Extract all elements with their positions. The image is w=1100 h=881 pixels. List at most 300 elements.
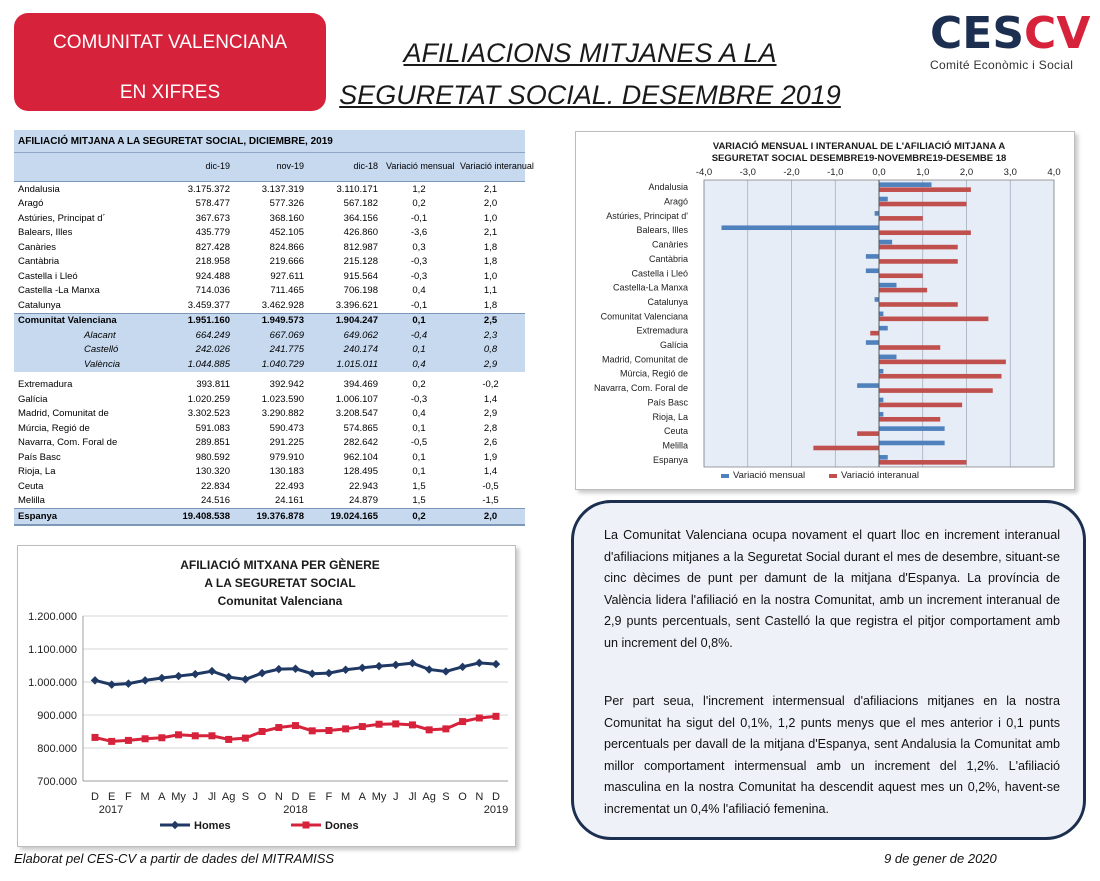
table-caption: AFILIACIÓ MITJANA A LA SEGURETAT SOCIAL, DICIEMBRE, 2019 [14, 130, 525, 153]
table-cell: 577.326 [269, 198, 304, 210]
table-cell: 711.465 [270, 285, 304, 297]
table-cell: 664.249 [142, 328, 234, 343]
table-cell: 2,3 [456, 328, 525, 343]
legend-label-interanual: Variació interanual [841, 470, 919, 481]
table-cell: 0,1 [382, 343, 456, 358]
x-tick-label: -4,0 [695, 167, 713, 178]
bar-mensual [866, 340, 879, 345]
x-tick-label: My [171, 791, 186, 803]
bar-mensual [879, 441, 945, 446]
bar-interanual [879, 403, 962, 408]
y-tick-label: 800.000 [37, 743, 77, 755]
category-label: Espanya [652, 454, 688, 465]
point-dones [409, 721, 416, 728]
badge-line-1: COMUNITAT VALENCIANA [52, 32, 287, 53]
region-name: Rioja, La [18, 466, 56, 478]
table-cell: -0,3 [410, 393, 428, 405]
table-cell: 915.564 [343, 270, 378, 282]
category-label: Castella-La Manxa [612, 282, 688, 293]
point-dones [192, 732, 199, 739]
table-cell: -0,1 [410, 299, 428, 311]
table-cell: 218.958 [195, 256, 230, 268]
point-dones [493, 713, 500, 720]
table-row [14, 421, 525, 436]
x-tick-label: O [458, 791, 467, 803]
point-homes [458, 663, 466, 671]
table-cell: 1.949.573 [234, 313, 308, 328]
region-name: Andalusia [18, 183, 60, 195]
bar-interanual [870, 331, 879, 336]
table-cell: 924.488 [195, 270, 230, 282]
point-dones [242, 735, 249, 742]
table-cell: 1,5 [412, 480, 426, 492]
bar-interanual [879, 245, 958, 250]
table-header-cell: nov-19 [234, 153, 308, 182]
table-cell: 574.865 [343, 422, 378, 434]
table-cell: 452.105 [269, 227, 304, 239]
category-label: Múrcia, Regió de [619, 368, 688, 379]
table-cell: 1,8 [483, 256, 498, 268]
chart-title-line: A LA SEGURETAT SOCIAL [204, 576, 356, 590]
bar-interanual [879, 187, 971, 192]
bar-mensual [857, 383, 879, 388]
table-header-cell: dic-18 [308, 153, 382, 182]
bar-interanual [879, 259, 958, 264]
x-tick-label: A [358, 791, 367, 803]
y-tick-label: 1.200.000 [28, 611, 77, 623]
table-row [14, 357, 525, 372]
table-cell: 130.320 [195, 466, 230, 478]
table-cell: -3,6 [410, 227, 428, 239]
table-cell: 3.110.171 [336, 183, 378, 195]
bar-mensual [879, 283, 897, 288]
x-tick-label: S [241, 791, 250, 803]
table-cell: 1.015.011 [308, 357, 382, 372]
x-tick-label: Jl [207, 791, 216, 803]
table-cell: 667.069 [234, 328, 308, 343]
y-tick-label: 900.000 [37, 710, 77, 722]
region-name: Ceuta [18, 480, 44, 492]
category-label: Melilla [662, 440, 688, 451]
table-cell: 19.024.165 [308, 509, 382, 525]
table-cell: -0,3 [410, 256, 428, 268]
table-cell: -1,5 [482, 495, 499, 507]
table-cell: 215.128 [343, 256, 378, 268]
x-tick-label: 0,0 [872, 167, 886, 178]
x-tick-label: Ag [221, 791, 236, 803]
table-cell: 1,1 [483, 285, 498, 297]
point-homes [275, 665, 283, 673]
x-tick-label: -1,0 [827, 167, 844, 178]
table-cell: 367.673 [195, 212, 230, 224]
year-label: 2018 [283, 804, 308, 816]
table-cell: 128.495 [343, 466, 378, 478]
point-dones [292, 722, 299, 729]
ces-cv-logo [930, 8, 1091, 87]
table-row [14, 197, 525, 212]
category-label: Castella i Lleó [631, 268, 688, 279]
table-cell: 1,9 [483, 451, 498, 463]
table-cell: 2,1 [483, 183, 498, 195]
region-name: Catalunya [18, 299, 61, 311]
point-homes [358, 664, 366, 672]
table-cell: 2,9 [456, 357, 525, 372]
table-header-cell: dic-19 [142, 153, 234, 182]
bar-interanual [879, 273, 923, 278]
x-tick-label: 1,0 [916, 167, 930, 178]
region-name: Comunitat Valenciana [14, 313, 142, 328]
region-name: Astúries, Principat d´ [18, 212, 106, 224]
table-cell: 0,2 [412, 379, 426, 391]
point-dones [275, 724, 282, 731]
table-cell: 2,5 [456, 313, 525, 328]
region-name: Balears, Illes [18, 227, 73, 239]
x-tick-label: D [492, 791, 500, 803]
table-cell: 242.026 [142, 343, 234, 358]
region-name: Espanya [14, 509, 142, 525]
table-cell: -0,2 [482, 379, 499, 391]
table-cell: 1.020.259 [187, 393, 230, 405]
table-cell: 24.879 [348, 495, 378, 507]
x-tick-label: M [140, 791, 150, 803]
category-label: Comunitat Valenciana [600, 311, 688, 322]
category-label: Balears, Illes [636, 225, 688, 236]
table-cell: 0,1 [382, 313, 456, 328]
table-cell: -0,5 [482, 480, 499, 492]
table-cell: 2,1 [483, 227, 498, 239]
category-label: Canàries [651, 239, 688, 250]
table-row [14, 284, 525, 299]
table-cell: -0,1 [410, 212, 428, 224]
table-cell: 1,4 [483, 393, 498, 405]
table-cell: 980.592 [195, 451, 230, 463]
table-cell: 714.036 [195, 285, 230, 297]
region-name: Castella -La Manxa [18, 285, 100, 297]
table-cell: 1.044.885 [142, 357, 234, 372]
category-label: Madrid, Comunitat de [601, 354, 688, 365]
table-cell: 927.611 [270, 270, 304, 282]
table-row [14, 407, 525, 422]
table-cell: 0,4 [382, 357, 456, 372]
point-dones [158, 734, 165, 741]
x-tick-label: D [91, 791, 99, 803]
bar-mensual [722, 225, 880, 230]
point-homes [475, 659, 483, 667]
region-name: Cantàbria [18, 256, 60, 268]
x-tick-label: M [341, 791, 351, 803]
table-cell: 22.834 [200, 480, 230, 492]
table-cell: 1.023.590 [261, 393, 304, 405]
point-dones [259, 728, 266, 735]
region-name: Melilla [18, 495, 45, 507]
table-row [14, 465, 525, 480]
bar-interanual [879, 345, 940, 350]
table-cell: 827.428 [195, 241, 230, 253]
gender-affiliation-chart [17, 545, 516, 847]
bar-mensual [879, 355, 897, 360]
point-dones [426, 726, 433, 733]
point-homes [174, 672, 182, 680]
bar-interanual [813, 446, 879, 451]
bar-interanual [879, 360, 1006, 365]
point-homes [425, 665, 433, 673]
point-dones [125, 737, 132, 744]
badge-line-2: EN XIFRES [119, 82, 221, 103]
table-cell: 435.779 [195, 227, 230, 239]
x-tick-label: N [475, 791, 484, 803]
table-cell: 241.775 [234, 343, 308, 358]
table-cell: 1,2 [412, 183, 426, 195]
table-cell: 2,6 [483, 437, 498, 449]
region-badge [14, 13, 326, 111]
point-dones [142, 735, 149, 742]
bar-mensual [879, 455, 888, 460]
point-homes [224, 673, 232, 681]
x-tick-label: D [291, 791, 300, 803]
table-header-cell: Variació mensual [382, 153, 456, 182]
point-homes [291, 665, 299, 673]
x-tick-label: J [393, 791, 399, 803]
legend-marker-homes [171, 821, 179, 829]
point-dones [442, 725, 449, 732]
category-label: Catalunya [647, 296, 688, 307]
table-row [14, 479, 525, 494]
x-tick-label: J [192, 791, 198, 803]
table-cell: 0,3 [412, 241, 426, 253]
bar-mensual [879, 426, 945, 431]
bar-mensual [879, 240, 892, 245]
point-homes [191, 670, 199, 678]
x-tick-label: 3,0 [1003, 167, 1017, 178]
table-cell: 22.943 [348, 480, 378, 492]
table-cell: 368.160 [269, 212, 304, 224]
table-cell: 1,5 [412, 495, 426, 507]
bar-interanual [879, 230, 971, 235]
year-label: 2019 [483, 804, 509, 816]
table-cell: 0,2 [382, 509, 456, 525]
table-cell: 2,0 [456, 509, 525, 525]
table-row [14, 255, 525, 270]
table-cell: 3.290.882 [261, 408, 304, 420]
table-cell: 2,8 [483, 422, 498, 434]
table-cell: 3.137.319 [261, 183, 304, 195]
table-cell: 392.942 [269, 379, 304, 391]
table-cell: 0,4 [412, 408, 426, 420]
table-cell: 1.904.247 [308, 313, 382, 328]
table-header-row [14, 153, 525, 182]
bar-mensual [875, 297, 879, 302]
table-cell: 426.860 [343, 227, 378, 239]
point-dones [92, 734, 99, 741]
category-label: Ceuta [663, 426, 688, 437]
category-label: Andalusia [648, 182, 688, 193]
x-tick-label: N [274, 791, 283, 803]
table-cell: 1,0 [483, 212, 498, 224]
table-cell: 1.040.729 [234, 357, 308, 372]
region-name: Canàries [18, 241, 57, 253]
point-homes [408, 659, 416, 667]
table-cell: 1.951.160 [142, 313, 234, 328]
commentary-paragraph-1: La Comunitat Valenciana ocupa novament el quart lloc en increment interanual d'afiliacions mitjanes a la Seguretat Social durant el mes de desembre, situant-se cinc dècimes de punt per damunt de la mitjana d'Espanya. La província de València lidera l'afiliació en la nostra Comunitat, amb un increment interanual de 2,9 punts percentuals, sent Castelló la que registra el pitjor comportament amb un increment del 0,8%. [604, 528, 1060, 650]
bar-mensual [866, 268, 879, 273]
table-row [14, 509, 525, 525]
region-name: València [14, 357, 142, 372]
bar-interanual [879, 288, 927, 293]
table-cell: 22.493 [274, 480, 304, 492]
region-name: Aragó [18, 198, 44, 210]
table-cell: 706.198 [343, 285, 378, 297]
point-dones [208, 732, 215, 739]
point-dones [309, 727, 316, 734]
point-homes [158, 674, 166, 682]
bar-mensual [879, 182, 932, 187]
x-tick-label: My [371, 791, 387, 803]
table-cell: -0,4 [382, 328, 456, 343]
table-cell: 3.459.377 [187, 299, 230, 311]
x-tick-label: S [442, 791, 450, 803]
table-row [14, 313, 525, 328]
region-name: Extremadura [18, 379, 73, 391]
source-note: Elaborat pel CES-CV a partir de dades del MITRAMISS [14, 851, 335, 866]
region-name: Castella i Lleó [18, 270, 78, 282]
bar-mensual [879, 398, 883, 403]
table-cell: 393.811 [196, 379, 230, 391]
point-dones [476, 714, 483, 721]
table-cell: 2,0 [483, 198, 498, 210]
point-homes [375, 662, 383, 670]
point-homes [124, 679, 132, 687]
category-label: Rioja, La [652, 411, 688, 422]
category-label: Cantàbria [648, 253, 688, 264]
point-homes [341, 666, 349, 674]
table-row [14, 298, 525, 313]
category-label: Astúries, Principat d' [606, 210, 688, 221]
category-label: Navarra, Com. Foral de [593, 383, 688, 394]
commentary-paragraph-2: Per part seua, l'increment intermensual d'afiliacions mitjanes en la nostra Comunitat ha sigut del 0,1%, 1,2 punts menys que el mes anterior i 0,1 punts percentuals per davall de la mitjana d'Espanya, sent Andalusia la Comunitat amb millor comportament intermensual amb un increment del 1,2%. L'afiliació masculina en la nostra Comunitat ha descendit aquest mes un 0,2%, havent-se incrementat un 0,4% l'afiliació femenina. [604, 694, 1060, 816]
table-cell: 394.469 [343, 379, 378, 391]
table-header-cell: Variació interanual [456, 153, 525, 182]
point-dones [325, 727, 332, 734]
category-label: País Basc [647, 397, 688, 408]
bar-interanual [879, 317, 988, 322]
table-row [14, 392, 525, 407]
table-cell: -0,3 [410, 270, 428, 282]
table-row [14, 436, 525, 451]
bar-mensual [879, 326, 888, 331]
point-homes [442, 667, 450, 675]
table-cell: 3.175.372 [187, 183, 230, 195]
table-cell: 240.174 [308, 343, 382, 358]
table-cell: 1.006.107 [335, 393, 378, 405]
region-name: Madrid, Comunitat de [18, 408, 109, 420]
region-name: Galícia [18, 393, 48, 405]
chart-title-line: SEGURETAT SOCIAL DESEMBRE19-NOVEMBRE19-DESEMBE 18 [711, 153, 1007, 164]
table-cell: 812.987 [343, 241, 378, 253]
point-homes [141, 676, 149, 684]
table-row [14, 494, 525, 509]
x-tick-label: A [158, 791, 166, 803]
table-row [14, 343, 525, 358]
table-row [14, 182, 525, 197]
table-cell: 1,0 [483, 270, 498, 282]
point-dones [459, 718, 466, 725]
bar-mensual [879, 312, 883, 317]
legend-swatch-mensual [721, 474, 729, 478]
table-cell: 567.182 [343, 198, 378, 210]
logo-mark-cv: CV [1024, 8, 1091, 59]
bar-interanual [879, 202, 967, 207]
point-homes [325, 669, 333, 677]
table-row [14, 378, 525, 393]
table-cell: 289.851 [195, 437, 230, 449]
affiliation-table [14, 130, 534, 526]
year-label: 2017 [98, 804, 124, 816]
monthly-annual-variation-chart [575, 131, 1075, 490]
table-row [14, 211, 525, 226]
table-cell: 3.396.621 [335, 299, 378, 311]
table-cell: 0,1 [412, 451, 426, 463]
bar-chart-svg [576, 132, 1074, 489]
x-tick-label: O [257, 791, 267, 803]
y-tick-label: 1.000.000 [28, 677, 77, 689]
table-row [14, 269, 525, 284]
legend-label-mensual: Variació mensual [733, 470, 806, 481]
region-name: Múrcia, Regió de [18, 422, 90, 434]
point-homes [208, 667, 216, 675]
table-cell: 24.161 [274, 495, 304, 507]
x-tick-label: -3,0 [739, 167, 756, 178]
point-dones [175, 731, 182, 738]
bar-interanual [879, 388, 993, 393]
table-cell: 0,1 [412, 422, 426, 434]
table-cell: 1,4 [483, 466, 498, 478]
x-tick-label: Jl [408, 791, 417, 803]
bar-mensual [879, 197, 888, 202]
x-tick-label: E [108, 791, 116, 803]
region-name: País Basc [18, 451, 61, 463]
table-cell: 19.376.878 [234, 509, 308, 525]
table-cell: 824.866 [269, 241, 304, 253]
bar-interanual [857, 431, 879, 436]
point-dones [359, 723, 366, 730]
bar-interanual [879, 460, 967, 465]
table-cell: 649.062 [308, 328, 382, 343]
x-tick-label: F [125, 791, 132, 803]
x-tick-label: 2,0 [959, 167, 974, 178]
y-tick-label: 1.100.000 [28, 644, 77, 656]
chart-title-line: AFILIACIÓ MITXANA PER GÈNERE [180, 558, 380, 572]
table-cell: 282.642 [343, 437, 378, 449]
point-dones [225, 736, 232, 743]
table-cell: 0,8 [456, 343, 525, 358]
table-cell: 979.910 [269, 451, 304, 463]
category-label: Galícia [659, 340, 688, 351]
table-row [14, 328, 525, 343]
page-title-line-2: SEGURETAT SOCIAL. DESEMBRE 2019 [339, 80, 841, 110]
table-cell: 364.156 [343, 212, 378, 224]
logo-mark-ces: CES [930, 8, 1025, 59]
legend-label-homes: Homes [194, 820, 231, 832]
x-tick-label: -2,0 [783, 167, 800, 178]
commentary-box [571, 500, 1086, 840]
table-cell: 19.408.538 [142, 509, 234, 525]
bar-mensual [866, 254, 879, 259]
table-cell: 0,4 [412, 285, 426, 297]
table-cell: 3.302.523 [187, 408, 230, 420]
table-cell: 590.473 [269, 422, 304, 434]
legend-marker-dones [303, 822, 310, 829]
x-tick-label: E [308, 791, 316, 803]
